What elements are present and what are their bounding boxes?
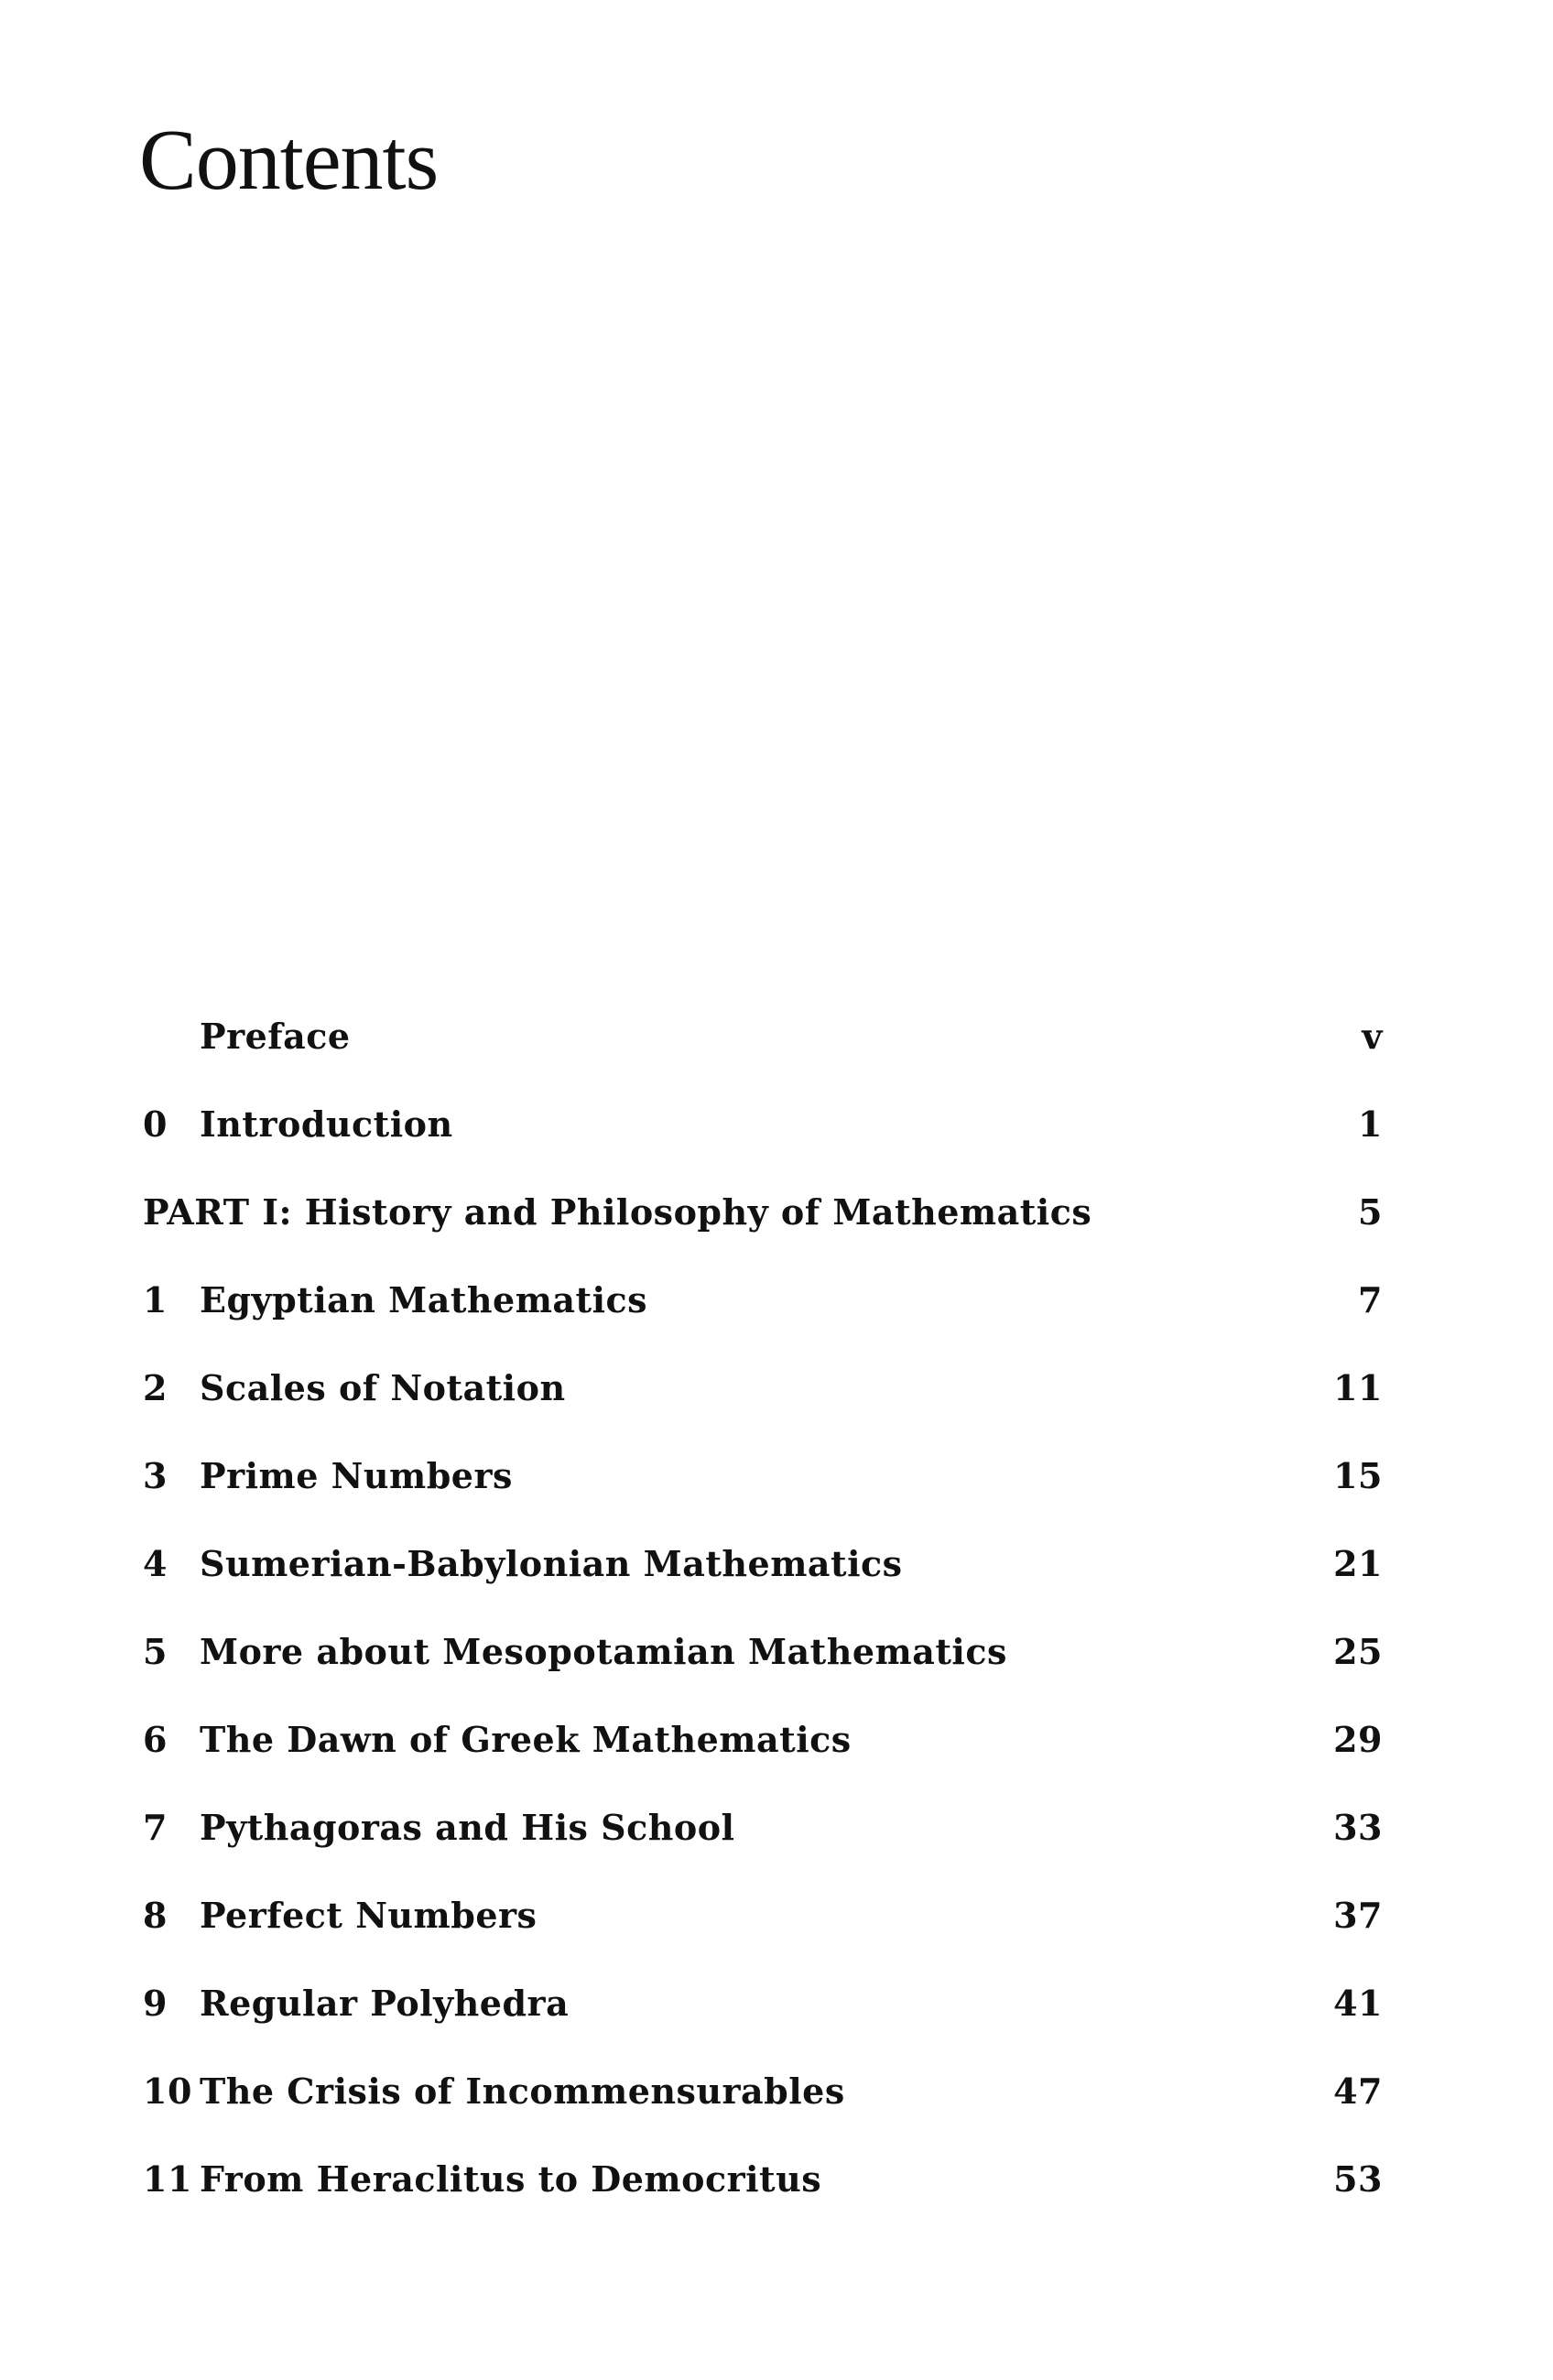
toc-entry-number: 2 xyxy=(143,1367,168,1408)
toc-entry-chapter-1 xyxy=(143,1278,1383,1366)
table-of-contents xyxy=(143,1015,1383,2245)
toc-entry-page: 5 xyxy=(1358,1191,1383,1233)
toc-entry-title: The Dawn of Greek Mathematics xyxy=(200,1719,852,1760)
toc-entry-page: 7 xyxy=(1358,1279,1383,1320)
toc-entry-number: 9 xyxy=(143,1983,168,2024)
toc-entry-title: Sumerian-Babylonian Mathematics xyxy=(200,1543,903,1584)
toc-entry-number: 10 xyxy=(143,2070,192,2112)
toc-entry-number: 7 xyxy=(143,1807,168,1848)
toc-entry-page: 37 xyxy=(1333,1895,1383,1936)
toc-entry-title: Egyptian Mathematics xyxy=(200,1279,648,1320)
toc-entry-page: 25 xyxy=(1333,1631,1383,1672)
toc-entry-chapter-7 xyxy=(143,1806,1383,1894)
toc-part-heading xyxy=(143,1190,1383,1278)
toc-entry-title: Perfect Numbers xyxy=(200,1895,538,1936)
toc-entry-number: 6 xyxy=(143,1719,168,1760)
toc-entry-number: 5 xyxy=(143,1631,168,1672)
toc-entry-title: Preface xyxy=(200,1016,351,1057)
toc-entry-title: The Crisis of Incommensurables xyxy=(200,2070,845,2112)
toc-entry-page: 1 xyxy=(1358,1103,1383,1145)
toc-entry-chapter-4 xyxy=(143,1542,1383,1630)
toc-entry-number: 1 xyxy=(143,1279,168,1320)
toc-entry-title: PART I: History and Philosophy of Mathematics xyxy=(143,1191,1092,1233)
toc-entry-title: Regular Polyhedra xyxy=(200,1983,570,2024)
toc-entry-chapter-5 xyxy=(143,1630,1383,1718)
page-title: Contents xyxy=(139,113,439,208)
toc-entry-page: v xyxy=(1362,1016,1383,1057)
toc-entry-chapter-11 xyxy=(143,2157,1383,2245)
toc-entry-title: Prime Numbers xyxy=(200,1455,513,1496)
toc-entry-number: 11 xyxy=(143,2158,192,2200)
toc-entry-number: 3 xyxy=(143,1455,168,1496)
toc-entry-page: 15 xyxy=(1333,1455,1383,1496)
toc-entry-title: From Heraclitus to Democritus xyxy=(200,2158,822,2200)
toc-entry-page: 21 xyxy=(1333,1543,1383,1584)
toc-entry-number: 4 xyxy=(143,1543,168,1584)
toc-entry-number: 8 xyxy=(143,1895,168,1936)
toc-entry-title: More about Mesopotamian Mathematics xyxy=(200,1631,1007,1672)
toc-entry-title: Introduction xyxy=(200,1103,453,1145)
toc-entry-chapter-6 xyxy=(143,1718,1383,1806)
toc-entry-page: 47 xyxy=(1333,2070,1383,2112)
toc-entry-chapter-9 xyxy=(143,1982,1383,2070)
toc-entry-preface xyxy=(143,1015,1383,1103)
toc-entry-page: 29 xyxy=(1333,1719,1383,1760)
toc-entry-number: 0 xyxy=(143,1103,168,1145)
toc-entry-page: 33 xyxy=(1333,1807,1383,1848)
toc-entry-page: 11 xyxy=(1333,1367,1383,1408)
toc-entry-chapter-10 xyxy=(143,2070,1383,2157)
toc-entry-title: Pythagoras and His School xyxy=(200,1807,735,1848)
toc-entry-title: Scales of Notation xyxy=(200,1367,566,1408)
toc-entry-page: 53 xyxy=(1333,2158,1383,2200)
toc-entry-chapter-8 xyxy=(143,1894,1383,1982)
toc-entry-chapter-2 xyxy=(143,1366,1383,1454)
toc-entry-page: 41 xyxy=(1333,1983,1383,2024)
toc-entry-introduction xyxy=(143,1103,1383,1190)
toc-entry-chapter-3 xyxy=(143,1454,1383,1542)
